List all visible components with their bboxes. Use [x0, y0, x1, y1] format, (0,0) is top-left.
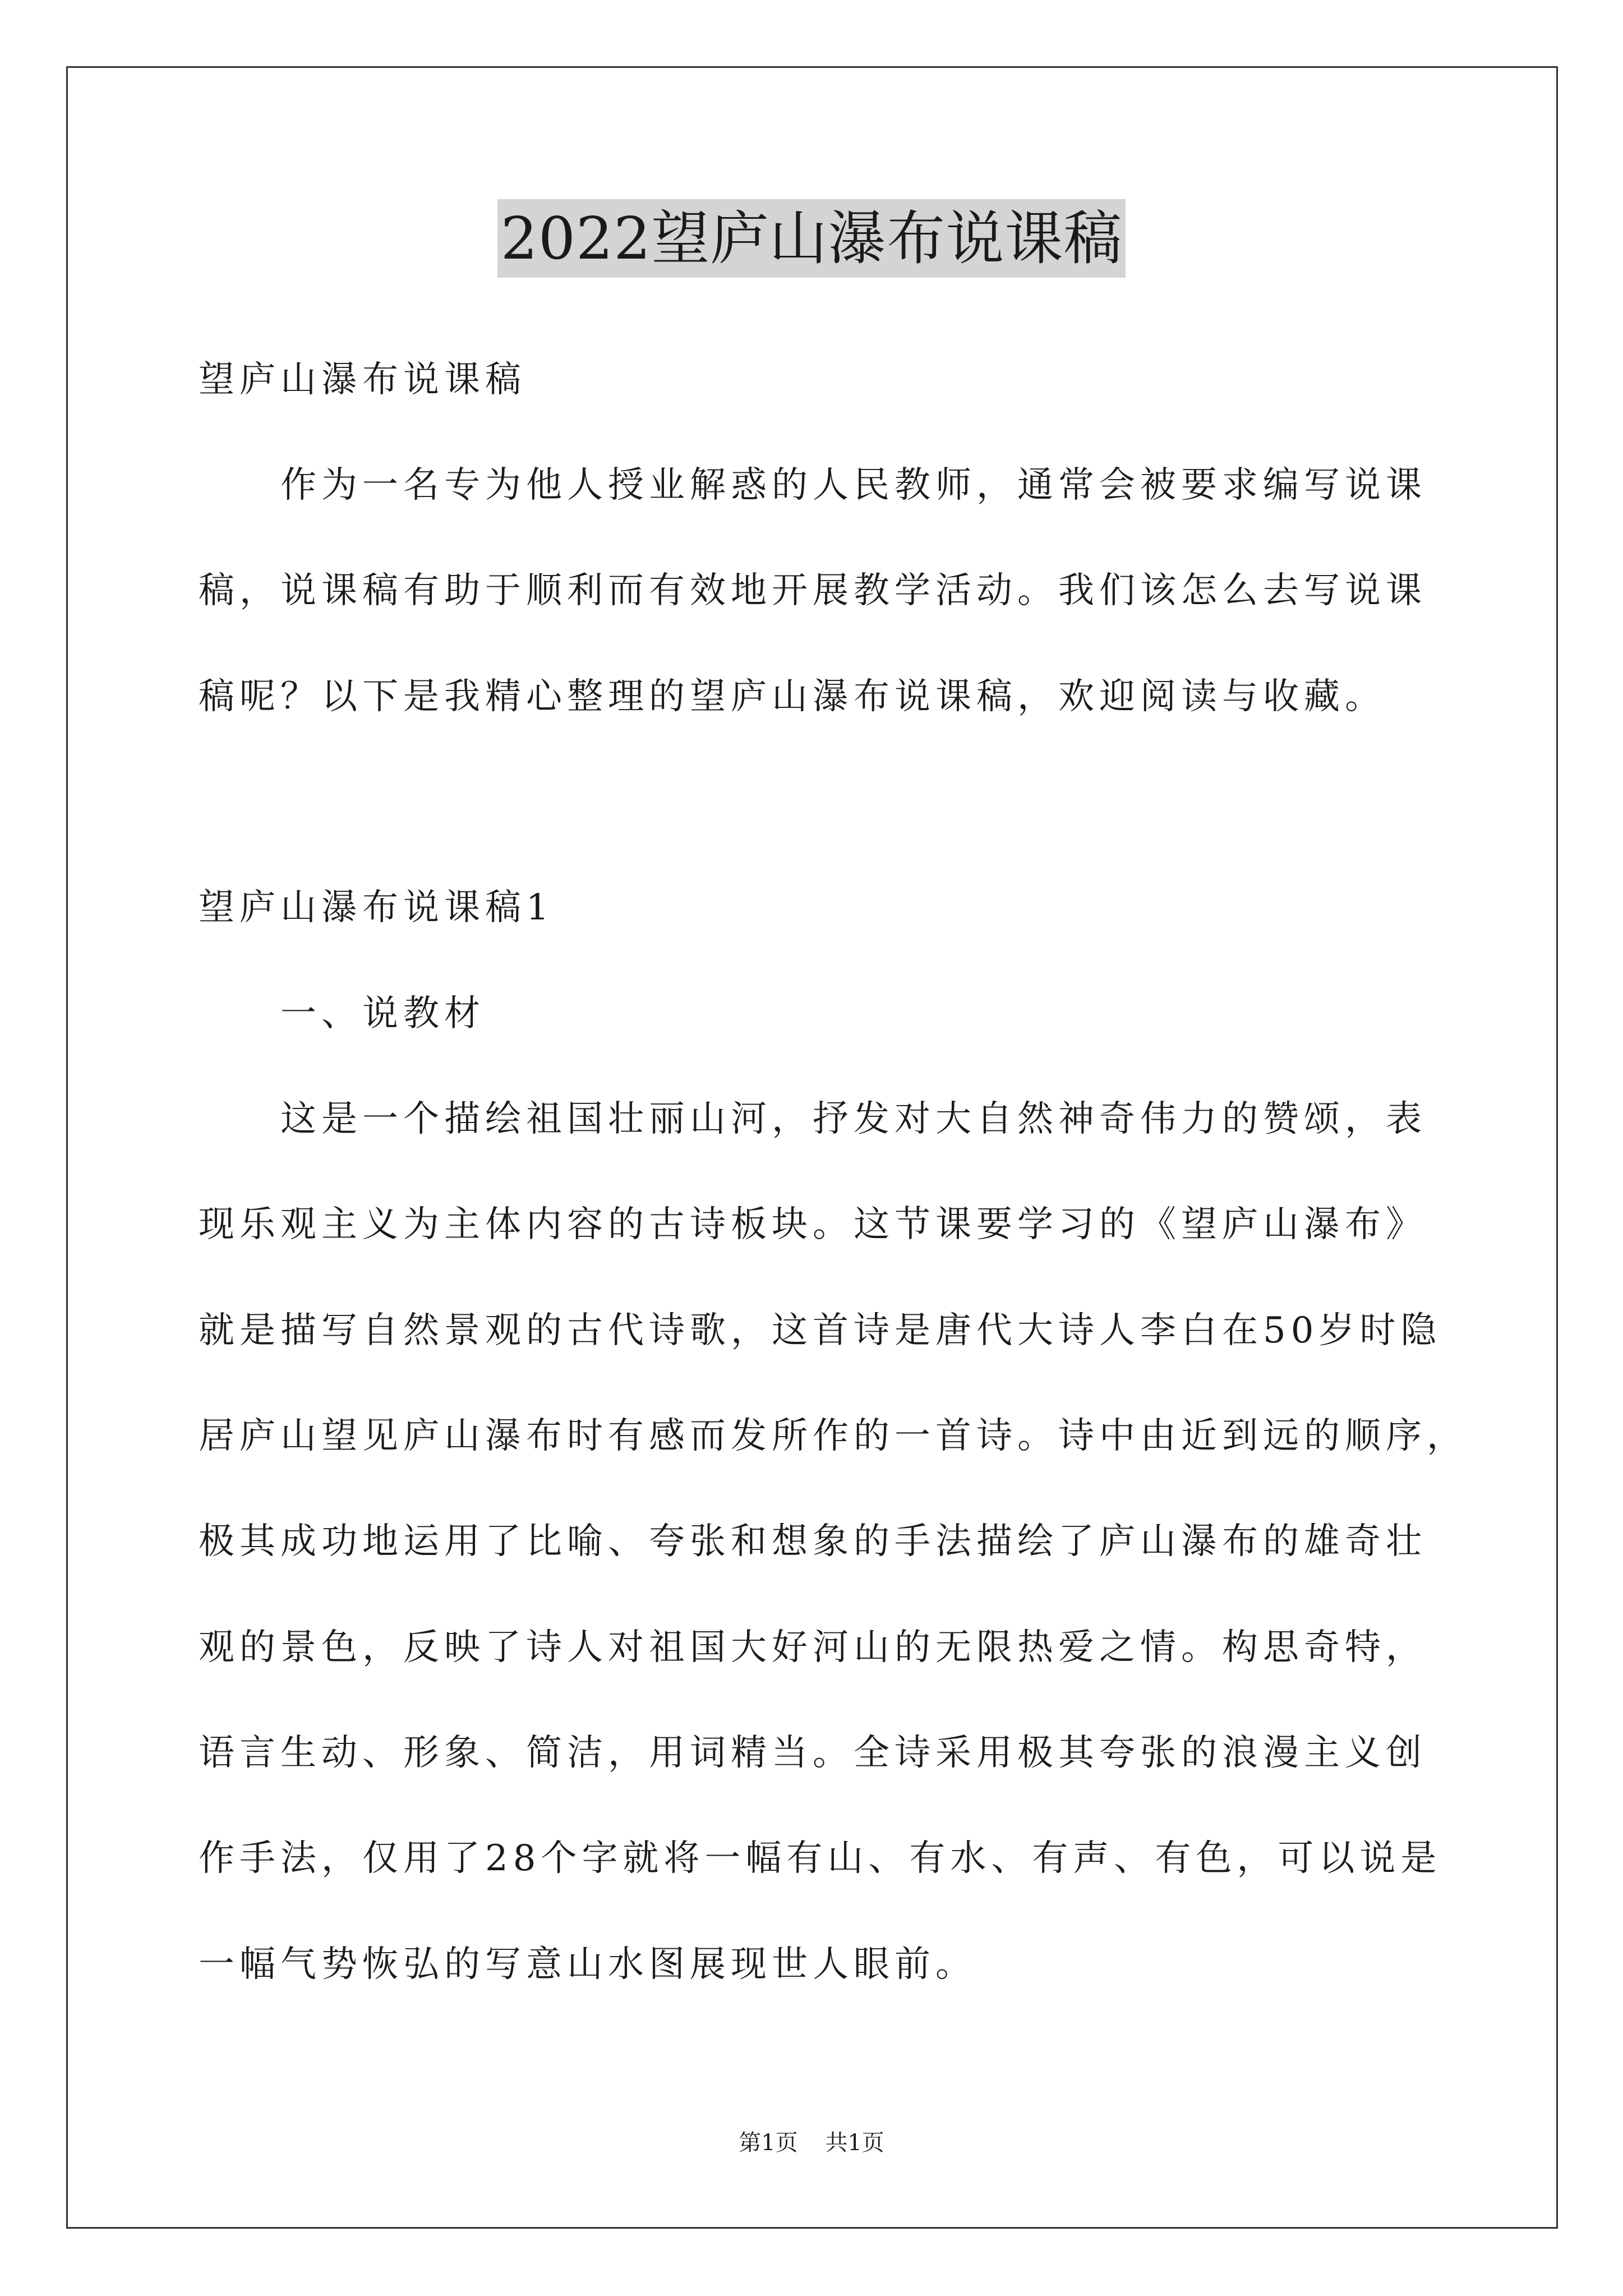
- body-line-7: 语言生动、形象、简洁，用词精当。全诗采用极其夸张的浪漫主义创: [199, 1732, 1427, 1774]
- page-number-total: 共1页: [825, 2130, 884, 2156]
- body-line-4: 居庐山望见庐山瀑布时有感而发所作的一首诗。诗中由近到远的顺序，: [199, 1415, 1468, 1457]
- body-line-6: 观的景色，反映了诗人对祖国大好河山的无限热爱之情。构思奇特，: [199, 1627, 1427, 1668]
- body-line-1: 这是一个描绘祖国壮丽山河，抒发对大自然神奇伟力的赞颂，表: [280, 1098, 1427, 1140]
- body-line-5: 极其成功地运用了比喻、夸张和想象的手法描绘了庐山瀑布的雄奇壮: [199, 1521, 1427, 1562]
- body-line-3: 就是描写自然景观的古代诗歌，这首诗是唐代大诗人李白在50岁时隐: [199, 1310, 1442, 1351]
- body-line-2: 现乐观主义为主体内容的古诗板块。这节课要学习的《望庐山瀑布》: [199, 1204, 1427, 1245]
- body-line-9: 一幅气势恢弘的写意山水图展现世人眼前。: [199, 1944, 976, 1985]
- intro-line-3: 稿呢？以下是我精心整理的望庐山瀑布说课稿，欢迎阅读与收藏。: [199, 676, 1386, 717]
- intro-line-2: 稿，说课稿有助于顺利而有效地开展教学活动。我们该怎么去写说课: [199, 570, 1427, 611]
- section-title: 望庐山瀑布说课稿1: [199, 887, 554, 928]
- document-subtitle: 望庐山瀑布说课稿: [199, 359, 526, 401]
- page-footer: [0, 2126, 1623, 2160]
- title-container: [0, 199, 1623, 278]
- page-number-current: 第1页: [739, 2130, 798, 2156]
- section-heading: 一、说教材: [280, 993, 485, 1034]
- document-title: 2022望庐山瀑布说课稿: [497, 199, 1126, 278]
- intro-line-1: 作为一名专为他人授业解惑的人民教师，通常会被要求编写说课: [280, 464, 1427, 506]
- body-line-8: 作手法，仅用了28个字就将一幅有山、有水、有声、有色，可以说是: [199, 1838, 1442, 1879]
